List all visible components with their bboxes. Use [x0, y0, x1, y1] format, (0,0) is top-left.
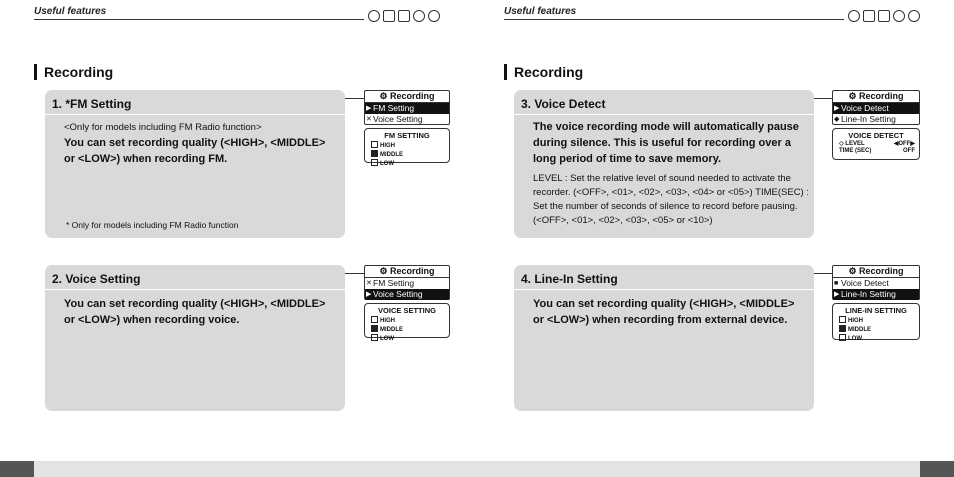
lcd-item-voice-detect: ■ Voice Detect: [834, 278, 889, 288]
option-high: HIGH: [365, 316, 449, 325]
section-title: Recording: [504, 64, 583, 80]
footer-tab-right: [920, 461, 954, 477]
lcd-title: ⚙ Recording: [365, 266, 449, 278]
lcd-menu-voice: [364, 265, 450, 300]
lcd-item-fm-setting: ✕ FM Setting: [366, 278, 415, 288]
voice-setting-box: [45, 265, 345, 411]
edit-icon: [398, 10, 410, 22]
lcd-voice-detect-options: [832, 128, 920, 160]
lcd-menu-voice-detect: [832, 90, 920, 125]
time-row: TIME (SEC) OFF: [839, 148, 915, 154]
lcd-line-in-options: [832, 303, 920, 340]
box-title: 2. Voice Setting: [52, 272, 141, 286]
folder-icon: [863, 10, 875, 22]
lcd-item-voice-setting: ▶ Voice Setting: [365, 289, 449, 300]
lcd-menu-line-in: [832, 265, 920, 300]
edit-icon: [878, 10, 890, 22]
lcd-title: ⚙ Recording: [833, 266, 919, 278]
box-title: 4. Line-In Setting: [521, 272, 618, 286]
header-icons: [848, 10, 920, 22]
lcd-item-line-in-setting: ◆ Line-In Setting: [834, 114, 896, 124]
lcd-voice-options: [364, 303, 450, 342]
option-low: LOW: [365, 159, 449, 168]
lcd-subtitle: VOICE SETTING: [378, 306, 436, 315]
header-icons: [368, 10, 440, 22]
box-title: 3. Voice Detect: [521, 97, 606, 111]
lcd-item-voice-setting: ✕ Voice Setting: [366, 114, 423, 124]
lcd-title: ⚙ Recording: [365, 91, 449, 103]
line-in-setting-box: [514, 265, 814, 411]
music-icon: [368, 10, 380, 22]
gear-icon: [908, 10, 920, 22]
header-rule: [34, 19, 364, 20]
box-divider: [45, 114, 345, 115]
lcd-item-fm-setting: ▶ FM Setting: [365, 103, 449, 114]
lcd-subtitle: FM SETTING: [384, 131, 430, 140]
level-row: ◇ LEVEL ◀OFF▶: [839, 141, 915, 147]
header-label: Useful features: [504, 6, 577, 17]
intro-mark: >: [255, 122, 262, 133]
tools-icon: [893, 10, 905, 22]
detail-text: LEVEL : Set the relative level of sound needed to activate the recorder. (<OFF>, <01>, <02>, <03>, <04> or <05>) TIME(SEC) : Set the number of seconds of silence to record before pausing.(<OFF>, <01>, <02>, <03>, <05> or <10>): [533, 173, 810, 226]
box-divider: [514, 114, 814, 115]
box-divider: [514, 289, 814, 290]
lcd-item-line-in-setting: ▶ Line-In Setting: [833, 289, 919, 300]
option-middle: MIDDLE: [365, 150, 449, 159]
intro-text: [64, 121, 334, 135]
lcd-title: ⚙ Recording: [833, 91, 919, 103]
footer-bar: [0, 461, 954, 477]
gear-icon: [428, 10, 440, 22]
option-middle: MIDDLE: [833, 325, 919, 334]
footnote: * Only for models including FM Radio function: [66, 220, 239, 230]
voice-detect-box: [514, 90, 814, 238]
lcd-fm-options: [364, 128, 450, 167]
connector-line: [814, 98, 832, 99]
right-page: [477, 0, 954, 477]
lcd-subtitle: LINE-IN SETTING: [845, 306, 907, 315]
fm-setting-box: [45, 90, 345, 238]
header-rule: [504, 19, 844, 20]
tools-icon: [413, 10, 425, 22]
option-high: HIGH: [833, 316, 919, 325]
body-text: You can set recording quality (<HIGH>, <MIDDLE> or <LOW>) when recording voice.: [64, 298, 326, 326]
connector-line: [345, 273, 364, 274]
body-text: The voice recording mode will automatically pause during silence. This is useful for recording over a long period of time to save memory.: [533, 121, 799, 165]
music-icon: [848, 10, 860, 22]
box-divider: [45, 289, 345, 290]
lcd-item-voice-detect: ▶ Voice Detect: [833, 103, 919, 114]
footer-tab-left: [0, 461, 34, 477]
option-low: LOW: [365, 334, 449, 343]
body-text: You can set recording quality (<HIGH>, <MIDDLE> or <LOW>) when recording FM.: [64, 137, 326, 165]
body-text: You can set recording quality (<HIGH>, <MIDDLE> or <LOW>) when recording from external device.: [533, 298, 795, 326]
lcd-menu-fm: [364, 90, 450, 125]
connector-line: [345, 98, 364, 99]
box-title: 1. *FM Setting: [52, 97, 132, 111]
header-label: Useful features: [34, 6, 107, 17]
option-low: LOW: [833, 334, 919, 343]
option-middle: MIDDLE: [365, 325, 449, 334]
section-title: Recording: [34, 64, 113, 80]
lcd-subtitle: VOICE DETECT: [848, 131, 904, 140]
intro-line: <Only for models including FM Radio function: [64, 122, 256, 133]
connector-line: [814, 273, 832, 274]
folder-icon: [383, 10, 395, 22]
option-high: HIGH: [365, 141, 449, 150]
